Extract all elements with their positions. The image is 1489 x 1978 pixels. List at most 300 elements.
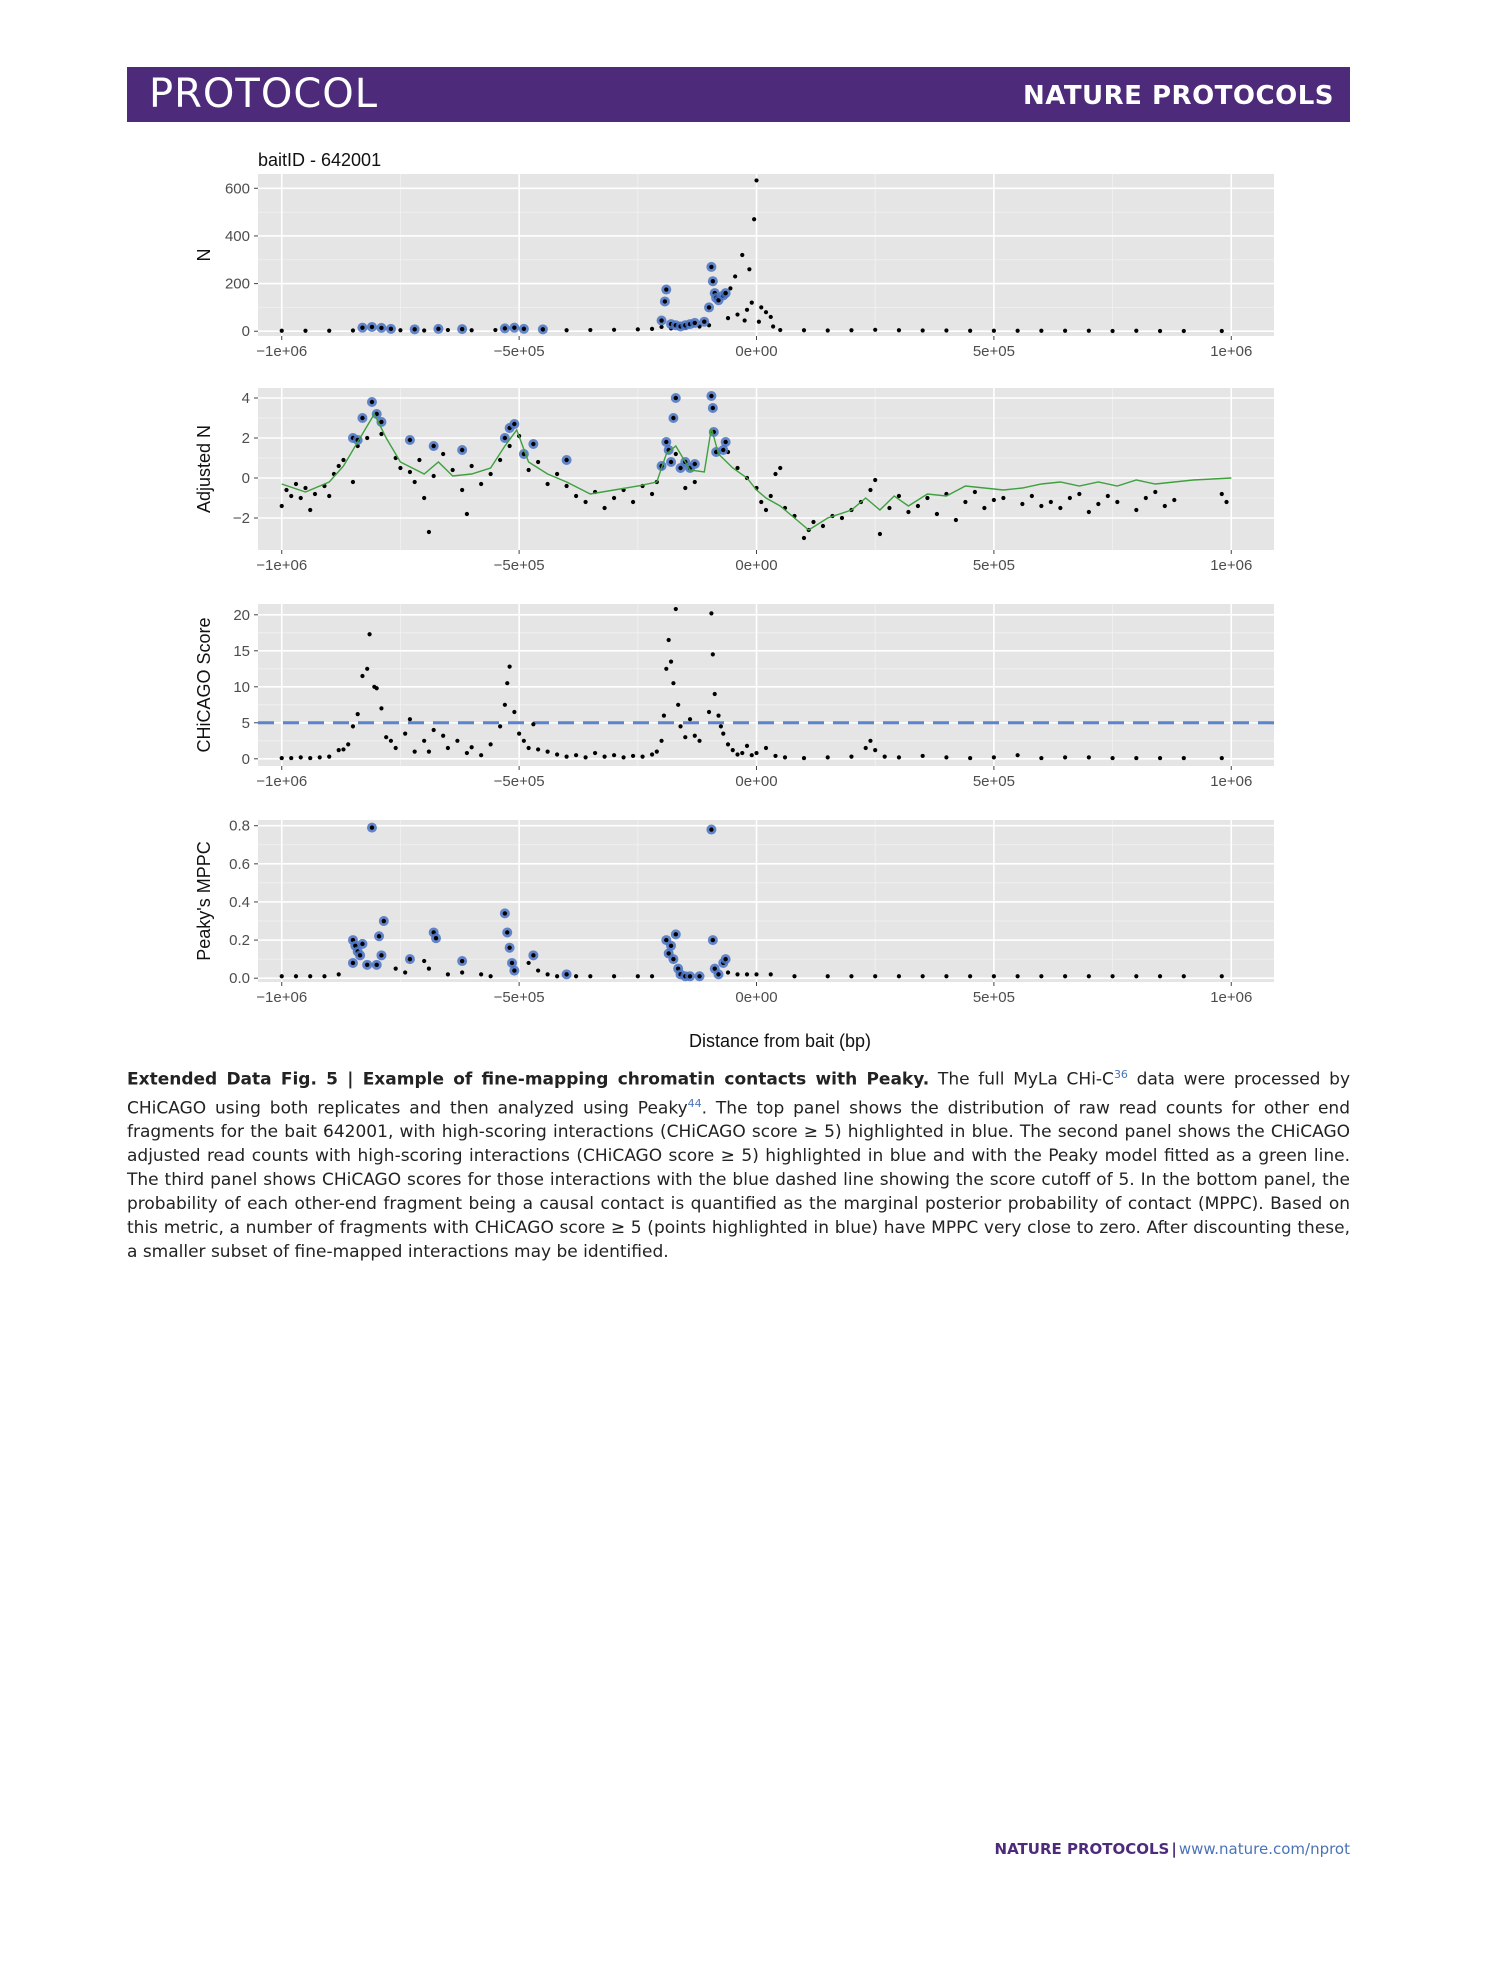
data-point (408, 470, 412, 474)
data-point (883, 755, 887, 759)
x-tick-label: 1e+06 (1210, 773, 1253, 790)
data-point (1063, 329, 1067, 333)
data-point (1182, 329, 1186, 333)
highlight-point-core (711, 279, 715, 283)
highlight-point-core (564, 972, 568, 976)
data-point (1049, 500, 1053, 504)
highlight-point-core (709, 827, 713, 831)
highlight-point-core (510, 961, 514, 965)
data-point (697, 739, 701, 743)
data-point (389, 739, 393, 743)
data-point (733, 274, 737, 278)
panel-adjusted-n (194, 388, 1274, 574)
data-point (583, 500, 587, 504)
data-point (921, 328, 925, 332)
data-point (916, 504, 920, 508)
data-point (564, 328, 568, 332)
data-point (1182, 756, 1186, 760)
data-point (441, 452, 445, 456)
highlight-point-core (382, 919, 386, 923)
data-point (750, 753, 754, 757)
data-point (764, 310, 768, 314)
data-point (897, 328, 901, 332)
data-point (878, 532, 882, 536)
data-point (327, 329, 331, 333)
x-tick-label: −1e+06 (256, 343, 308, 360)
data-point (944, 328, 948, 332)
data-point (802, 536, 806, 540)
data-point (887, 506, 891, 510)
data-point (455, 739, 459, 743)
data-point (636, 974, 640, 978)
y-tick-label: 0 (241, 470, 250, 487)
data-point (954, 518, 958, 522)
data-point (308, 974, 312, 978)
highlight-point-core (370, 325, 374, 329)
data-point (460, 970, 464, 974)
figure-title: baitID - 642001 (258, 150, 382, 170)
highlight-point-core (707, 305, 711, 309)
data-point (731, 748, 735, 752)
highlight-point-core (434, 936, 438, 940)
data-point (413, 750, 417, 754)
data-point (299, 496, 303, 500)
data-point (574, 753, 578, 757)
data-point (1039, 974, 1043, 978)
footer-url-link[interactable]: www.nature.com/nprot (1178, 1840, 1350, 1858)
data-point (674, 452, 678, 456)
data-point (1039, 329, 1043, 333)
y-tick-label: 0.4 (229, 893, 250, 911)
highlight-point-core (666, 951, 670, 955)
highlight-point-core (723, 291, 727, 295)
y-tick-label: 0.8 (229, 817, 250, 835)
highlight-point-core (678, 466, 682, 470)
y-axis-label-mppc: Peaky's MPPC (194, 841, 214, 961)
y-tick-label: 200 (224, 275, 250, 293)
data-point (427, 750, 431, 754)
panel-raw-n (194, 174, 1274, 360)
data-point (522, 739, 526, 743)
data-point (367, 632, 371, 636)
data-point (726, 970, 730, 974)
data-point (280, 974, 284, 978)
data-point (944, 974, 948, 978)
data-point (1087, 329, 1091, 333)
data-point (968, 329, 972, 333)
data-point (693, 480, 697, 484)
data-point (555, 974, 559, 978)
data-point (280, 329, 284, 333)
data-point (531, 722, 535, 726)
highlight-point-core (541, 327, 545, 331)
y-tick-label: 0 (241, 750, 250, 768)
highlight-point-core (669, 944, 673, 948)
data-point (1087, 510, 1091, 514)
y-tick-label: 0.6 (229, 855, 250, 873)
data-point (769, 315, 773, 319)
figure-caption (127, 1063, 1350, 1264)
data-point (671, 681, 675, 685)
data-point (868, 488, 872, 492)
x-tick-label: 1e+06 (1210, 557, 1253, 574)
data-point (294, 482, 298, 486)
data-point (667, 638, 671, 642)
data-point (460, 488, 464, 492)
data-point (773, 754, 777, 758)
data-point (489, 742, 493, 746)
data-point (479, 753, 483, 757)
data-point (992, 974, 996, 978)
highlight-point-core (370, 400, 374, 404)
data-point (503, 703, 507, 707)
citation-ref-44[interactable]: 44 (687, 1096, 702, 1110)
data-point (655, 750, 659, 754)
highlight-point-core (674, 932, 678, 936)
data-point (662, 714, 666, 718)
y-axis-label-chicago-score: CHiCAGO Score (194, 617, 214, 753)
data-point (280, 756, 284, 760)
data-point (508, 444, 512, 448)
data-point (564, 755, 568, 759)
data-point (427, 967, 431, 971)
highlight-point-core (716, 972, 720, 976)
data-point (489, 974, 493, 978)
journal-name: NATURE PROTOCOLS (1022, 81, 1334, 111)
data-point (588, 974, 592, 978)
data-point (536, 460, 540, 464)
data-point (583, 755, 587, 759)
x-tick-label: 5e+05 (972, 343, 1015, 360)
data-point (337, 464, 341, 468)
highlight-point-core (531, 442, 535, 446)
data-point (308, 756, 312, 760)
data-point (1158, 329, 1162, 333)
y-tick-label: 5 (241, 714, 250, 732)
data-point (873, 478, 877, 482)
x-tick-label: 0e+00 (735, 989, 778, 1006)
data-point (422, 959, 426, 963)
y-tick-label: 400 (224, 227, 250, 245)
data-point (759, 500, 763, 504)
data-point (289, 756, 293, 760)
data-point (527, 468, 531, 472)
data-point (1001, 496, 1005, 500)
data-point (360, 674, 364, 678)
data-point (711, 652, 715, 656)
highlight-point-core (702, 320, 706, 324)
data-point (778, 466, 782, 470)
data-point (873, 748, 877, 752)
highlight-point-core (664, 440, 668, 444)
data-point (351, 328, 355, 332)
data-point (327, 755, 331, 759)
data-point (650, 974, 654, 978)
data-point (303, 329, 307, 333)
highlight-point-core (512, 422, 516, 426)
data-point (849, 328, 853, 332)
plot-background (258, 604, 1274, 766)
data-point (612, 974, 616, 978)
data-point (327, 494, 331, 498)
data-point (479, 482, 483, 486)
data-point (546, 750, 550, 754)
data-point (493, 328, 497, 332)
data-point (422, 328, 426, 332)
data-point (536, 747, 540, 751)
data-point (432, 728, 436, 732)
data-point (669, 660, 673, 664)
data-point (294, 974, 298, 978)
data-point (403, 732, 407, 736)
highlight-point-core (379, 420, 383, 424)
data-point (602, 506, 606, 510)
data-point (612, 496, 616, 500)
data-point (868, 739, 872, 743)
highlight-point-core (389, 327, 393, 331)
data-point (752, 217, 756, 221)
data-point (289, 494, 293, 498)
data-point (735, 972, 739, 976)
caption-title: Extended Data Fig. 5 | Example of fine-mapping chromatin contacts with Peaky. (127, 1069, 930, 1090)
highlight-point-core (377, 934, 381, 938)
data-point (427, 530, 431, 534)
data-point (840, 516, 844, 520)
data-point (498, 724, 502, 728)
data-point (659, 739, 663, 743)
data-point (735, 752, 739, 756)
footer-journal: NATURE PROTOCOLS (994, 1840, 1170, 1858)
x-tick-label: 5e+05 (972, 557, 1015, 574)
data-point (1134, 974, 1138, 978)
data-point (709, 611, 713, 615)
data-point (802, 328, 806, 332)
data-point (593, 751, 597, 755)
data-point (422, 496, 426, 500)
data-point (536, 968, 540, 972)
data-point (1220, 492, 1224, 496)
data-point (284, 488, 288, 492)
highlight-point-core (664, 938, 668, 942)
highlight-point-core (412, 327, 416, 331)
data-point (546, 482, 550, 486)
data-point (621, 755, 625, 759)
highlight-point-core (460, 327, 464, 331)
data-point (664, 667, 668, 671)
data-point (602, 755, 606, 759)
data-point (505, 681, 509, 685)
highlight-point-core (503, 326, 507, 330)
data-point (1016, 329, 1020, 333)
data-point (470, 328, 474, 332)
highlight-point-core (711, 406, 715, 410)
data-point (935, 512, 939, 516)
x-tick-label: 5e+05 (972, 773, 1015, 790)
highlight-point-core (503, 436, 507, 440)
highlight-point-core (512, 968, 516, 972)
highlight-point-core (721, 448, 725, 452)
data-point (719, 724, 723, 728)
data-point (1224, 500, 1228, 504)
data-point (873, 328, 877, 332)
data-point (517, 732, 521, 736)
data-point (417, 458, 421, 462)
data-point (308, 508, 312, 512)
highlight-point-core (531, 953, 535, 957)
data-point (356, 712, 360, 716)
data-point (864, 746, 868, 750)
highlight-point-core (360, 942, 364, 946)
data-point (375, 686, 379, 690)
data-point (1172, 498, 1176, 502)
data-point (764, 508, 768, 512)
data-point (693, 734, 697, 738)
x-axis-label: Distance from bait (bp) (688, 1031, 872, 1051)
data-point (713, 692, 717, 696)
caption-text-3: . The top panel shows the distribution of raw read counts for other end fragments for the bait 642001, with high-scoring interactions (CHiCAGO score ≥ 5) highlighted in blue. The second panel shows the CHiCAGO adjusted read counts with high-scoring interactions (CHiCAGO score ≥ 5) highlighted in blue and with the Peaky model fitted as a green line. The third panel shows CHiCAGO scores for those interactions with the blue dashed line showing the score cutoff of 5. In the bottom panel, the probability of each other-end fragment being a causal contact is quantified as the marginal posterior probability of contact (MPPC). Based on this metric, a number of fragments with CHiCAGO score ≥ 5 (points highlighted in blue) have MPPC very close to zero. After discounting these, a smaller subset of fine-mapped interactions may be identified. (127, 1098, 1350, 1263)
data-point (849, 974, 853, 978)
data-point (676, 703, 680, 707)
data-point (1158, 974, 1162, 978)
data-point (1039, 756, 1043, 760)
x-tick-label: 1e+06 (1210, 343, 1253, 360)
data-point (1016, 974, 1020, 978)
citation-ref-36[interactable]: 36 (1113, 1068, 1128, 1081)
data-point (754, 972, 758, 976)
data-point (773, 472, 777, 476)
data-point (897, 755, 901, 759)
data-point (726, 316, 730, 320)
section-label: PROTOCOL (149, 71, 379, 117)
data-point (849, 755, 853, 759)
data-point (1220, 974, 1224, 978)
highlight-point-core (505, 930, 509, 934)
data-point (346, 742, 350, 746)
data-point (498, 458, 502, 462)
x-tick-label: −1e+06 (256, 557, 308, 574)
highlight-point-core (688, 974, 692, 978)
highlight-point-core (460, 448, 464, 452)
x-tick-label: −1e+06 (256, 989, 308, 1006)
data-point (897, 974, 901, 978)
data-point (555, 472, 559, 476)
data-point (303, 486, 307, 490)
data-point (465, 751, 469, 755)
x-tick-label: −5e+05 (493, 343, 545, 360)
highlight-point-core (360, 416, 364, 420)
highlight-point-core (512, 325, 516, 329)
data-point (968, 756, 972, 760)
data-point (527, 746, 531, 750)
y-tick-label: −2 (232, 510, 250, 527)
data-point (1063, 974, 1067, 978)
data-point (446, 972, 450, 976)
data-point (337, 748, 341, 752)
highlight-point-core (723, 440, 727, 444)
data-point (1163, 504, 1167, 508)
data-point (778, 328, 782, 332)
data-point (446, 746, 450, 750)
data-point (826, 328, 830, 332)
data-point (612, 328, 616, 332)
panel-mppc (194, 818, 1274, 1006)
data-point (754, 178, 758, 182)
data-point (1106, 494, 1110, 498)
data-point (465, 512, 469, 516)
data-point (745, 744, 749, 748)
data-point (470, 745, 474, 749)
data-point (1115, 500, 1119, 504)
data-point (944, 755, 948, 759)
data-point (337, 972, 341, 976)
data-point (1134, 329, 1138, 333)
data-point (451, 468, 455, 472)
highlight-point-core (564, 458, 568, 462)
data-point (925, 496, 929, 500)
highlight-point-core (436, 327, 440, 331)
y-tick-label: 15 (233, 642, 250, 660)
data-point (640, 755, 644, 759)
data-point (365, 667, 369, 671)
highlight-point-core (674, 396, 678, 400)
data-point (747, 267, 751, 271)
data-point (489, 472, 493, 476)
x-tick-label: 1e+06 (1210, 989, 1253, 1006)
data-point (341, 747, 345, 751)
data-point (313, 492, 317, 496)
data-point (759, 305, 763, 309)
highlight-point-core (408, 957, 412, 961)
highlight-point-core (709, 265, 713, 269)
data-point (683, 486, 687, 490)
data-point (413, 480, 417, 484)
data-point (446, 328, 450, 332)
data-point (432, 474, 436, 478)
data-point (769, 972, 773, 976)
caption-text-1: The full MyLa CHi-C (929, 1069, 1114, 1090)
highlight-point-core (669, 460, 673, 464)
data-point (1058, 506, 1062, 510)
y-tick-label: 0.0 (229, 970, 250, 988)
x-tick-label: 5e+05 (972, 989, 1015, 1006)
data-point (982, 506, 986, 510)
data-point (408, 717, 412, 721)
data-point (968, 974, 972, 978)
highlight-point-core (379, 326, 383, 330)
data-point (1220, 329, 1224, 333)
data-point (921, 754, 925, 758)
highlight-point-core (360, 325, 364, 329)
panel-chicago-score (194, 604, 1274, 790)
highlight-point-core (460, 959, 464, 963)
data-point (764, 746, 768, 750)
data-point (398, 328, 402, 332)
data-point (1134, 508, 1138, 512)
data-point (1020, 502, 1024, 506)
highlight-point-core (507, 945, 511, 949)
footer-separator: | (1171, 1840, 1177, 1858)
highlight-point-core (664, 287, 668, 291)
y-tick-label: 2 (241, 430, 250, 447)
data-point (631, 754, 635, 758)
data-point (992, 755, 996, 759)
data-point (716, 714, 720, 718)
data-point (754, 751, 758, 755)
data-point (1110, 329, 1114, 333)
highlight-point-core (671, 416, 675, 420)
data-point (631, 500, 635, 504)
caption-text-2: data were processed by CHiCAGO using both replicates and then analyzed using Peaky (127, 1069, 1351, 1119)
